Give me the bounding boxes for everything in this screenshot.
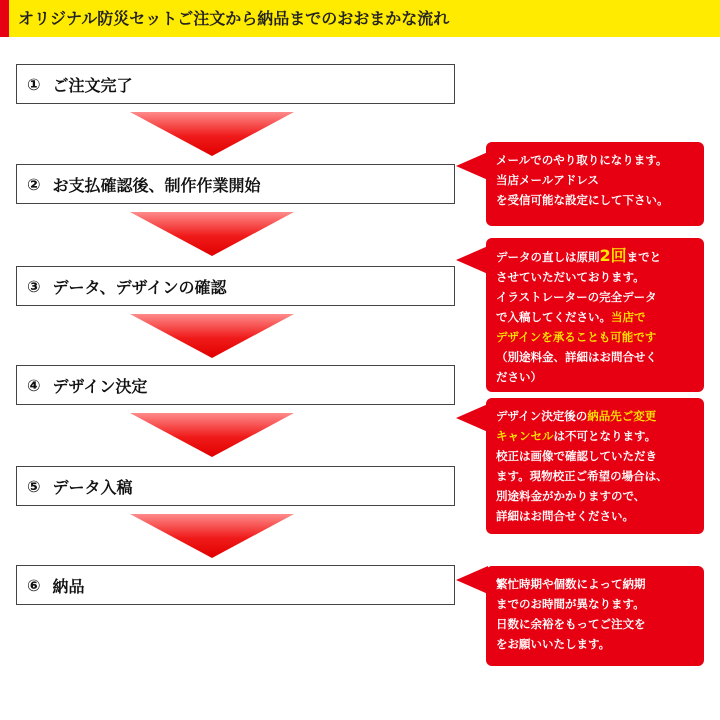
note-pointer: [456, 246, 488, 274]
note-line: を受信可能な設定にして下さい。: [496, 193, 669, 207]
note-line: までのお時間が異なります。: [496, 597, 645, 611]
step-2-number: ②: [27, 174, 41, 194]
note-delivery-time: [486, 566, 704, 666]
note-pointer: [456, 404, 488, 432]
step-3-number: ③: [27, 276, 41, 296]
step-5-label: データ入稿: [52, 477, 133, 497]
note-highlight: 納品先ご変更: [587, 409, 657, 423]
step-6-label: 納品: [52, 576, 85, 596]
note-line: [496, 307, 696, 327]
step-6-number: ⑥: [27, 575, 41, 595]
note-highlight: 2回: [599, 246, 627, 265]
note-line: イラストレーターの完全データ: [496, 290, 657, 304]
note-line: させていただいております。: [496, 270, 645, 284]
note-line: 詳細はお問合せください。: [496, 509, 634, 523]
note-line: をお願いいたします。: [496, 637, 611, 651]
header-accent: [0, 0, 9, 37]
note-text: データの直しは原則: [496, 250, 600, 264]
note-line: ださい）: [496, 370, 542, 384]
step-4-label: デザイン決定: [52, 376, 148, 396]
note-line: 校正は画像で確認していただき: [496, 449, 657, 463]
note-text: デザイン決定後の: [496, 409, 588, 423]
down-arrow-icon: [130, 413, 294, 457]
step-3-label: データ、デザインの確認: [52, 277, 227, 297]
note-highlight: 当店で: [611, 310, 646, 324]
note-line: 日数に余裕をもってご注文を: [496, 617, 646, 631]
step-2-box: [16, 164, 455, 204]
note-line: [496, 246, 696, 267]
note-line: 別途料金がかかりますので、: [496, 489, 646, 503]
note-pointer: [456, 152, 488, 180]
step-3-box: [16, 266, 455, 306]
note-design-decision: [486, 398, 704, 534]
down-arrow-icon: [130, 212, 294, 256]
step-4-box: [16, 365, 455, 405]
note-line: [496, 426, 696, 446]
note-highlight-line: デザインを承ることも可能です: [496, 330, 657, 344]
step-2-label: お支払確認後、制作作業開始: [52, 175, 261, 195]
note-line: 繁忙時期や個数によって納期: [496, 577, 646, 591]
down-arrow-icon: [130, 314, 294, 358]
down-arrow-icon: [130, 112, 294, 156]
step-4-number: ④: [27, 375, 41, 395]
note-text: までと: [626, 250, 662, 264]
step-5-number: ⑤: [27, 476, 41, 496]
note-pointer: [456, 566, 488, 594]
step-5-box: [16, 466, 455, 506]
step-1-box: [16, 64, 455, 104]
down-arrow-icon: [130, 514, 294, 558]
note-text: は不可となります。: [553, 429, 657, 443]
note-highlight: キャンセル: [496, 429, 554, 443]
step-6-box: [16, 565, 455, 605]
note-line: [496, 406, 696, 426]
step-1-number: ①: [27, 74, 41, 94]
page-title: オリジナル防災セットご注文から納品までのおおまかな流れ: [18, 9, 450, 28]
note-line: メールでのやり取りになります。: [496, 153, 668, 167]
note-line: 当店メールアドレス: [496, 173, 599, 187]
note-data-revision: [486, 238, 704, 392]
note-email: [486, 142, 704, 226]
note-text: で入稿してください。: [496, 310, 611, 324]
header-bar: [0, 0, 720, 37]
note-line: ます。現物校正ご希望の場合は、: [496, 469, 668, 483]
note-line: （別途料金、詳細はお問合せく: [496, 350, 657, 364]
step-1-label: ご注文完了: [52, 75, 133, 95]
